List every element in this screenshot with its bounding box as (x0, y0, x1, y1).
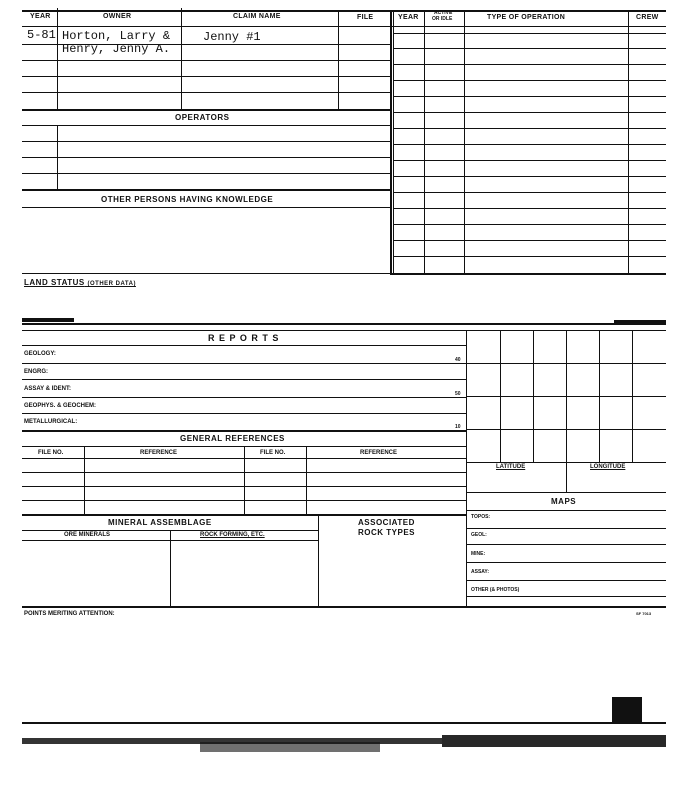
report-number: 40 (455, 357, 461, 363)
rock-types-heading: ROCK TYPES (358, 528, 416, 537)
rule (424, 10, 425, 274)
metallurgical-label: METALLURGICAL: (24, 419, 78, 425)
col-header-crew: CREW (636, 14, 659, 21)
rule (393, 256, 666, 257)
rule (466, 396, 666, 397)
rule (318, 514, 319, 606)
rule (22, 379, 466, 380)
col-header-year: YEAR (30, 13, 51, 20)
rule (22, 430, 466, 432)
rule (390, 10, 392, 274)
reference-header: REFERENCE (360, 450, 398, 456)
rule (628, 10, 629, 274)
rule (393, 96, 666, 97)
rule (393, 48, 666, 49)
ink-smudge (22, 318, 74, 322)
mine-label: MINE: (471, 551, 486, 557)
land-status-label: LAND STATUS (24, 278, 85, 287)
col-header-year-2: YEAR (398, 14, 419, 21)
associated-heading: ASSOCIATED (358, 518, 415, 527)
geol-label: GEOL: (471, 532, 487, 538)
rule (466, 580, 666, 581)
ink-smudge (442, 735, 666, 747)
rule (22, 397, 466, 398)
maps-heading: MAPS (551, 497, 577, 506)
rule (22, 345, 466, 346)
col-header-claim-name: CLAIM NAME (233, 13, 281, 20)
rule (306, 446, 307, 514)
rule (57, 8, 58, 26)
rule (393, 144, 666, 145)
points-meriting-attention-label: POINTS MERITING ATTENTION: (24, 611, 115, 617)
rule (22, 173, 390, 174)
engrg-label: ENGRG: (24, 369, 48, 375)
rule (22, 606, 666, 608)
rule (566, 330, 567, 492)
col-header-active: ACTIVE (434, 10, 453, 16)
assay-label: ASSAY: (471, 569, 490, 575)
geology-label: GEOLOGY: (24, 351, 56, 357)
file-no-header: FILE NO. (38, 450, 64, 456)
col-header-file: FILE (357, 14, 374, 21)
general-references-heading: GENERAL REFERENCES (180, 434, 285, 443)
rule (393, 192, 666, 193)
land-status-heading (24, 278, 136, 287)
rule (22, 92, 390, 93)
rule (22, 472, 466, 473)
rule (466, 363, 666, 364)
rule (22, 514, 466, 516)
report-number: 10 (455, 424, 461, 430)
rule (22, 330, 666, 331)
rule (466, 462, 666, 463)
rule (181, 26, 182, 110)
longitude-label: LONGITUDE (590, 464, 626, 470)
ink-smudge (200, 742, 380, 752)
entry-owner-line-1: Horton, Larry & (62, 29, 171, 43)
rule (338, 10, 339, 26)
rule (393, 64, 666, 65)
rule (22, 486, 466, 487)
rule (393, 10, 394, 274)
rule (22, 323, 666, 325)
reports-heading: R E P O R T S (208, 333, 280, 343)
rule (393, 128, 666, 129)
rule (22, 26, 666, 27)
rule (22, 157, 390, 158)
rule (22, 273, 390, 274)
rule (57, 26, 58, 110)
topos-label: TOPOS: (471, 514, 491, 520)
rule (466, 510, 666, 511)
ore-minerals-header: ORE MINERALS (64, 532, 111, 538)
land-status-sub: (OTHER DATA) (87, 281, 136, 287)
form-number: SF 7013 (636, 611, 652, 616)
col-header-type-of-operation: TYPE OF OPERATION (487, 14, 566, 21)
rule (466, 429, 666, 430)
rule (464, 10, 465, 274)
rule (466, 544, 666, 545)
rule (181, 8, 182, 26)
mineral-assemblage-heading: MINERAL ASSEMBLAGE (108, 518, 212, 527)
ink-smudge (22, 722, 666, 724)
rule (466, 562, 666, 563)
rule (466, 330, 467, 606)
rule (393, 176, 666, 177)
file-no-header: FILE NO. (260, 450, 286, 456)
col-header-owner: OWNER (103, 13, 132, 20)
rule (393, 208, 666, 209)
report-number: 50 (455, 391, 461, 397)
rule (466, 596, 666, 597)
rule (393, 112, 666, 113)
rule (84, 446, 85, 514)
other-persons-heading: OTHER PERSONS HAVING KNOWLEDGE (101, 195, 274, 204)
rule (22, 363, 466, 364)
rule (466, 492, 666, 493)
col-header-or-idle: OR IDLE (432, 16, 453, 22)
rule (393, 33, 666, 34)
latitude-label: LATITUDE (496, 464, 526, 470)
rule (22, 500, 466, 501)
rule (244, 446, 245, 514)
rock-forming-header: ROCK FORMING, ETC. (200, 532, 265, 538)
rule (338, 26, 339, 110)
rule (22, 125, 390, 126)
entry-year: 5-81 (27, 28, 56, 42)
rule (22, 60, 390, 61)
rule (22, 76, 390, 77)
rule (22, 109, 390, 111)
rule (22, 413, 466, 414)
rule (170, 530, 171, 606)
rule (22, 189, 390, 191)
entry-claim-name: Jenny #1 (203, 30, 261, 44)
ink-smudge (612, 697, 642, 723)
geophys-label: GEOPHYS. & GEOCHEM: (24, 403, 97, 409)
other-photos-label: OTHER (& PHOTOS) (471, 587, 520, 593)
rule (22, 44, 390, 45)
reference-header: REFERENCE (140, 450, 178, 456)
rule (22, 10, 666, 12)
rule (393, 160, 666, 161)
entry-owner-line-2: Henry, Jenny A. (62, 42, 171, 56)
rule (466, 528, 666, 529)
rule (393, 80, 666, 81)
rule (393, 224, 666, 225)
operators-heading: OPERATORS (175, 113, 230, 122)
rule (393, 240, 666, 241)
rule (390, 273, 666, 275)
rule (22, 207, 390, 208)
assay-ident-label: ASSAY & IDENT: (24, 386, 72, 392)
rule (22, 141, 390, 142)
